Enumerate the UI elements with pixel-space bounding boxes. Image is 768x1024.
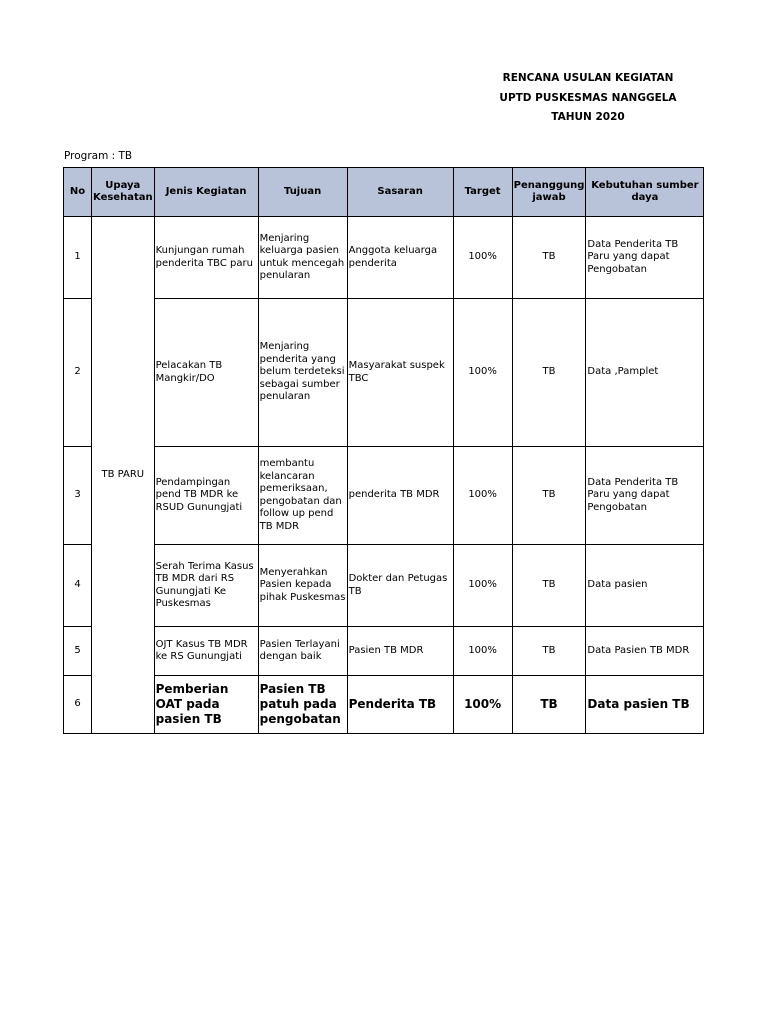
cell-no: 5 bbox=[64, 627, 92, 676]
cell-penanggung-jawab: TB bbox=[512, 447, 586, 545]
cell-tujuan: Menjaring penderita yang belum terdeteksi sebagai sumber penularan bbox=[258, 299, 347, 447]
table-row bbox=[64, 217, 704, 299]
cell-sasaran: Penderita TB bbox=[347, 676, 453, 734]
column-header-target: Target bbox=[453, 168, 512, 217]
cell-penanggung-jawab: TB bbox=[512, 627, 586, 676]
column-header-kebutuhan: Kebutuhan sumber daya bbox=[586, 168, 704, 217]
table-row bbox=[64, 299, 704, 447]
cell-kebutuhan: Data pasien bbox=[586, 545, 704, 627]
table-row bbox=[64, 447, 704, 545]
cell-penanggung-jawab: TB bbox=[512, 545, 586, 627]
cell-target: 100% bbox=[453, 217, 512, 299]
table-header-row bbox=[64, 168, 704, 217]
cell-no: 2 bbox=[64, 299, 92, 447]
cell-tujuan: Pasien Terlayani dengan baik bbox=[258, 627, 347, 676]
cell-sasaran: Anggota keluarga penderita bbox=[347, 217, 453, 299]
cell-no: 3 bbox=[64, 447, 92, 545]
cell-kebutuhan: Data ,Pamplet bbox=[586, 299, 704, 447]
column-header-sasaran: Sasaran bbox=[347, 168, 453, 217]
cell-target: 100% bbox=[453, 676, 512, 734]
cell-target: 100% bbox=[453, 545, 512, 627]
cell-target: 100% bbox=[453, 299, 512, 447]
cell-jenis-kegiatan: OJT Kasus TB MDR ke RS Gunungjati bbox=[154, 627, 258, 676]
cell-kebutuhan: Data pasien TB bbox=[586, 676, 704, 734]
table-row bbox=[64, 627, 704, 676]
document-title-line2: UPTD PUSKESMAS NANGGELA bbox=[499, 92, 677, 104]
document-title-line1: RENCANA USULAN KEGIATAN bbox=[502, 72, 674, 84]
cell-kebutuhan: Data Penderita TB Paru yang dapat Pengobatan bbox=[586, 217, 704, 299]
cell-penanggung-jawab: TB bbox=[512, 299, 586, 447]
table-row bbox=[64, 545, 704, 627]
cell-kebutuhan: Data Pasien TB MDR bbox=[586, 627, 704, 676]
cell-tujuan: Menyerahkan Pasien kepada pihak Puskesmas bbox=[258, 545, 347, 627]
cell-penanggung-jawab: TB bbox=[512, 676, 586, 734]
cell-target: 100% bbox=[453, 447, 512, 545]
cell-jenis-kegiatan: Serah Terima Kasus TB MDR dari RS Gunungjati Ke Puskesmas bbox=[154, 545, 258, 627]
cell-kebutuhan: Data Penderita TB Paru yang dapat Pengobatan bbox=[586, 447, 704, 545]
program-label: Program : TB bbox=[64, 150, 133, 162]
table-row bbox=[64, 676, 704, 734]
cell-sasaran: Masyarakat suspek TBC bbox=[347, 299, 453, 447]
cell-target: 100% bbox=[453, 627, 512, 676]
cell-no: 4 bbox=[64, 545, 92, 627]
column-header-upaya: Upaya Kesehatan bbox=[92, 168, 155, 217]
document-title-line3: TAHUN 2020 bbox=[551, 111, 625, 123]
cell-tujuan: Menjaring keluarga pasien untuk mencegah penularan bbox=[258, 217, 347, 299]
cell-no: 6 bbox=[64, 676, 92, 734]
cell-tujuan: membantu kelancaran pemeriksaan, pengobatan dan follow up pend TB MDR bbox=[258, 447, 347, 545]
cell-sasaran: penderita TB MDR bbox=[347, 447, 453, 545]
column-header-jenis-kegiatan: Jenis Kegiatan bbox=[154, 168, 258, 217]
cell-upaya-kesehatan: TB PARU bbox=[92, 217, 155, 734]
activity-plan-table bbox=[63, 167, 704, 734]
cell-penanggung-jawab: TB bbox=[512, 217, 586, 299]
cell-no: 1 bbox=[64, 217, 92, 299]
cell-jenis-kegiatan: Kunjungan rumah penderita TBC paru bbox=[154, 217, 258, 299]
cell-sasaran: Dokter dan Petugas TB bbox=[347, 545, 453, 627]
column-header-tujuan: Tujuan bbox=[258, 168, 347, 217]
cell-jenis-kegiatan: Pemberian OAT pada pasien TB bbox=[154, 676, 258, 734]
cell-jenis-kegiatan: Pendampingan pend TB MDR ke RSUD Gunungjati bbox=[154, 447, 258, 545]
cell-sasaran: Pasien TB MDR bbox=[347, 627, 453, 676]
column-header-no: No bbox=[64, 168, 92, 217]
cell-jenis-kegiatan: Pelacakan TB Mangkir/DO bbox=[154, 299, 258, 447]
column-header-penanggung-jawab: Penanggung jawab bbox=[512, 168, 586, 217]
cell-tujuan: Pasien TB patuh pada pengobatan bbox=[258, 676, 347, 734]
